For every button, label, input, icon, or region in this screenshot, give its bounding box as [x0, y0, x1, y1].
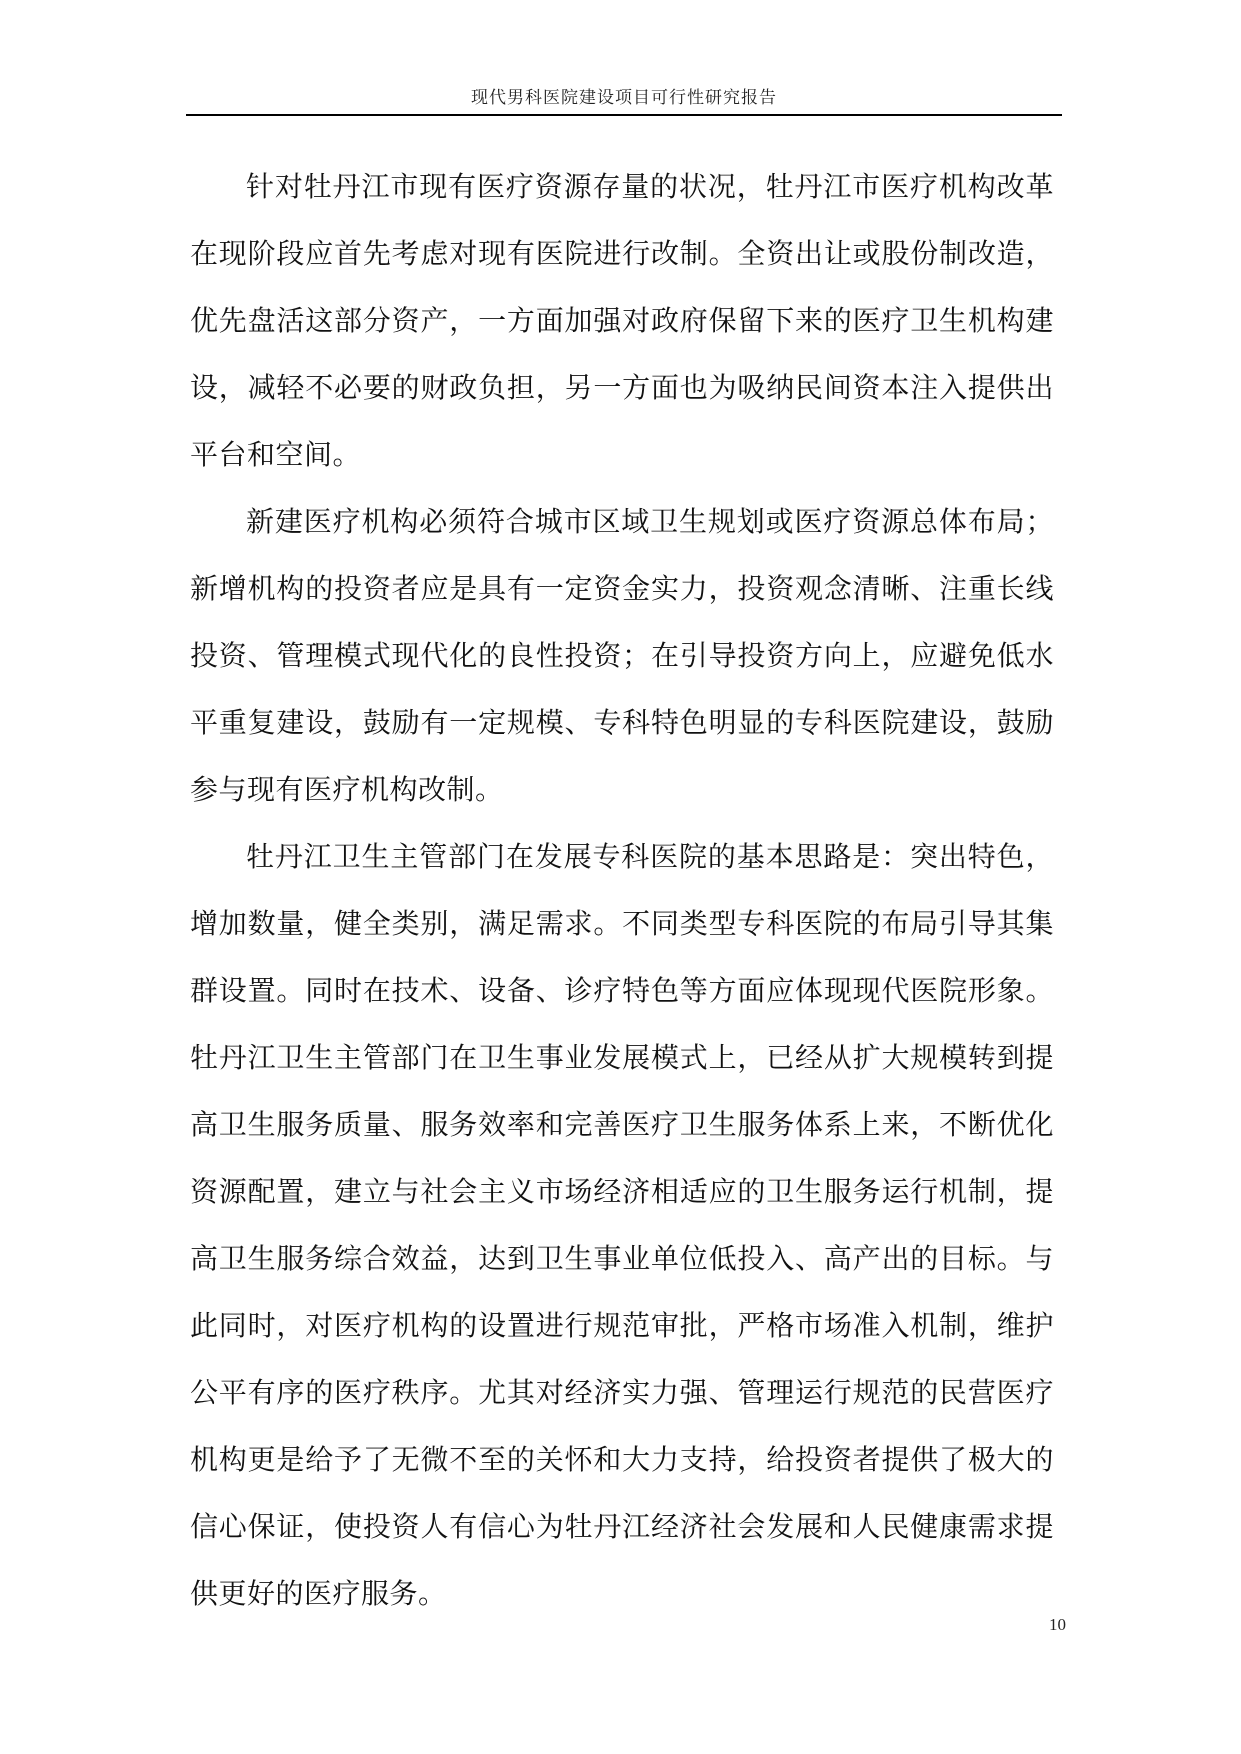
paragraph-3: 牡丹江卫生主管部门在发展专科医院的基本思路是：突出特色，增加数量，健全类别，满足需求。不同类型专科医院的布局引导其集群设置。同时在技术、设备、诊疗特色等方面应体现现代医院形象。牡丹江卫生主管部门在卫生事业发展模式上，已经从扩大规模转到提高卫生服务质量、服务效率和完善医疗卫生服务体系上来，不断优化资源配置，建立与社会主义市场经济相适应的卫生服务运行机制，提高卫生服务综合效益，达到卫生事业单位低投入、高产出的目标。与此同时，对医疗机构的设置进行规范审批，严格市场准入机制，维护公平有序的医疗秩序。尤其对经济实力强、管理运行规范的民营医疗机构更是给予了无微不至的关怀和大力支持，给投资者提供了极大的信心保证，使投资人有信心为牡丹江经济社会发展和人民健康需求提供更好的医疗服务。 [190, 840, 1054, 1610]
document-body [190, 153, 1054, 1627]
header-divider [186, 114, 1062, 116]
paragraph-1: 针对牡丹江市现有医疗资源存量的状况，牡丹江市医疗机构改革在现阶段应首先考虑对现有医院进行改制。全资出让或股份制改造，优先盘活这部分资产，一方面加强对政府保留下来的医疗卫生机构建设，减轻不必要的财政负担，另一方面也为吸纳民间资本注入提供出平台和空间。 [190, 170, 1054, 471]
page-number: 10 [1049, 1615, 1066, 1634]
running-header: 现代男科医院建设项目可行性研究报告 [471, 88, 777, 108]
paragraph-2: 新建医疗机构必须符合城市区域卫生规划或医疗资源总体布局；新增机构的投资者应是具有一定资金实力，投资观念清晰、注重长线投资、管理模式现代化的良性投资；在引导投资方向上，应避免低水平重复建设，鼓励有一定规模、专科特色明显的专科医院建设，鼓励参与现有医疗机构改制。 [190, 505, 1054, 806]
